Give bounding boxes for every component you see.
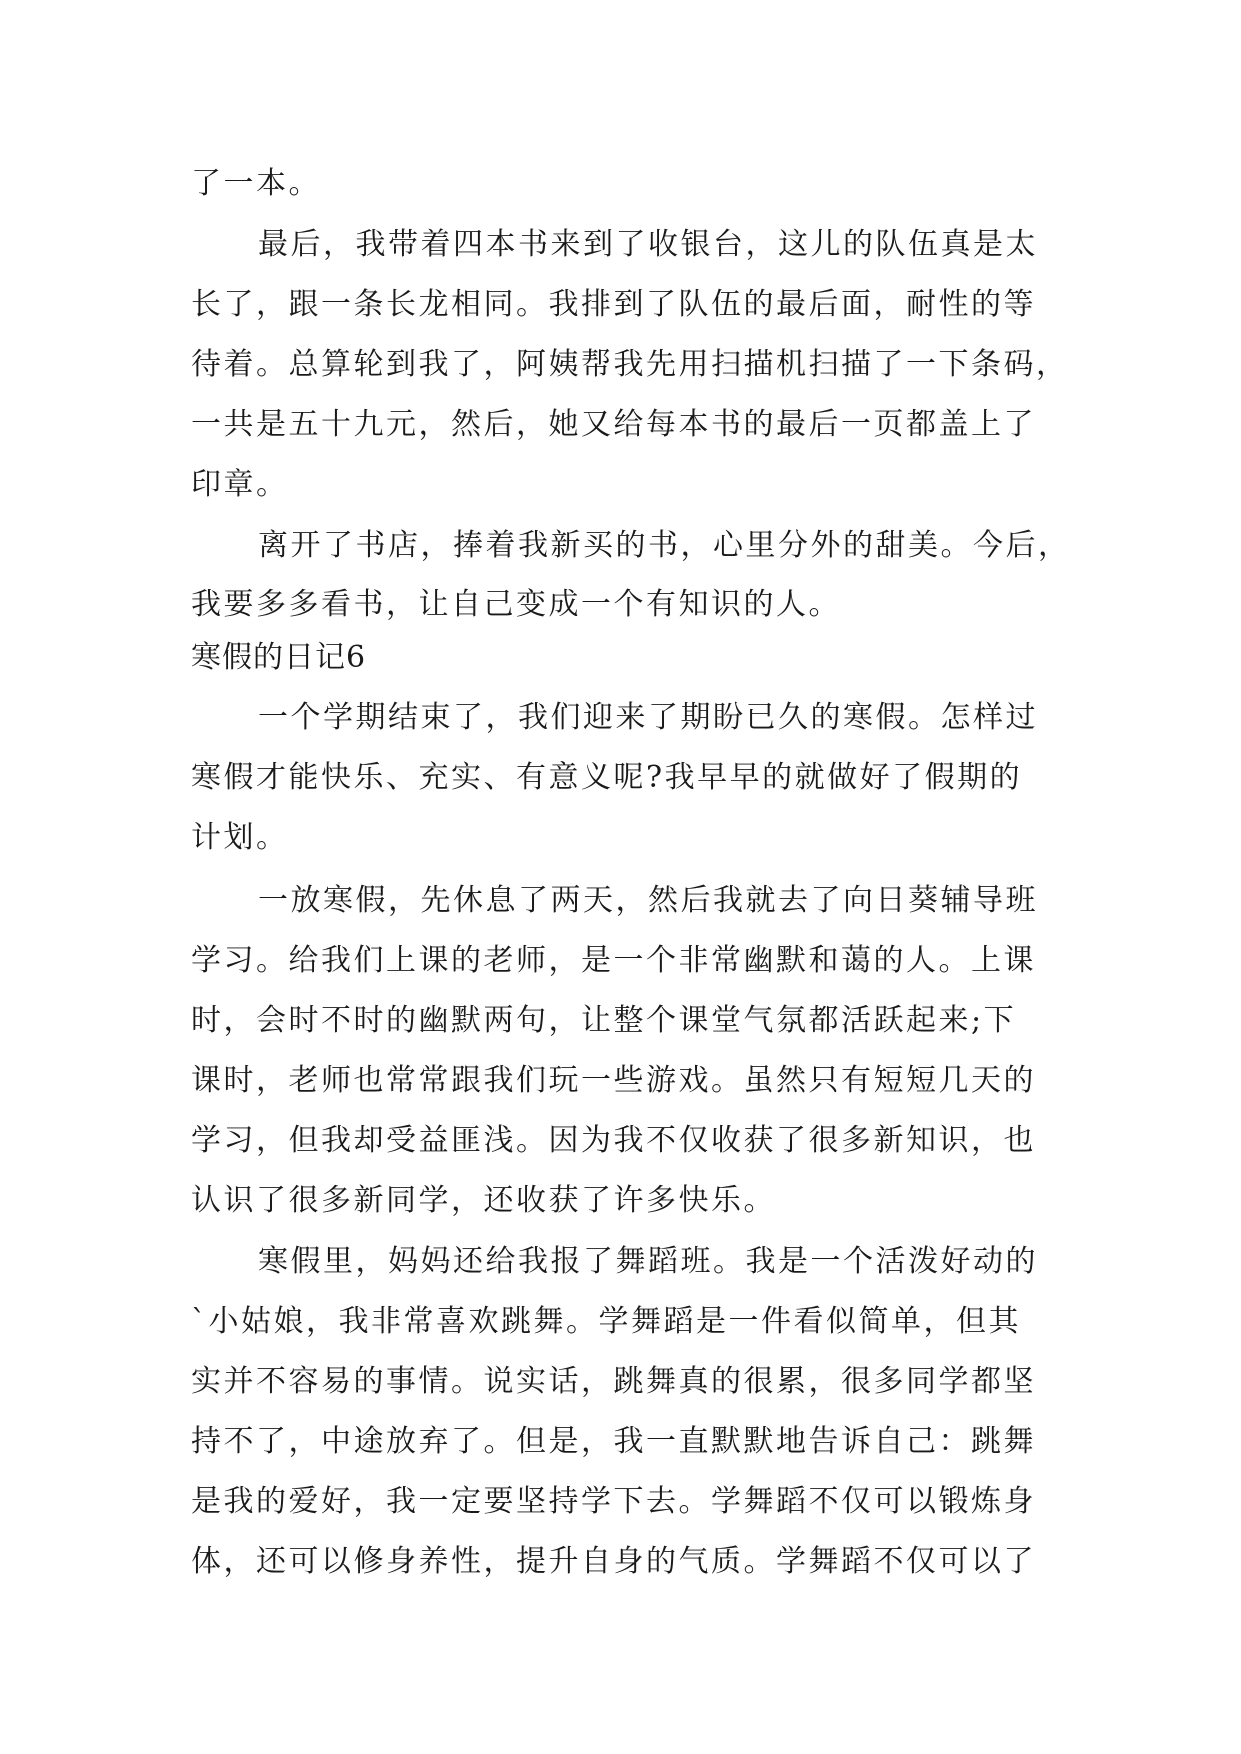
paragraph-line: 最后，我带着四本书来到了收银台，这儿的队伍真是太 [258, 227, 1038, 262]
paragraph-line: 一共是五十九元，然后，她又给每本书的最后一页都盖上了 [191, 407, 1036, 442]
section-title: 寒假的日记6 [191, 640, 367, 675]
paragraph-line: `小姑娘，我非常喜欢跳舞。学舞蹈是一件看似简单，但其 [191, 1304, 1021, 1339]
paragraph-line: 了一本。 [191, 166, 321, 201]
paragraph-line: 计划。 [191, 820, 289, 855]
paragraph-line: 认识了很多新同学，还收获了许多快乐。 [191, 1183, 776, 1218]
paragraph-line: 印章。 [191, 467, 289, 502]
paragraph-line: 学习，但我却受益匪浅。因为我不仅收获了很多新知识，也 [191, 1123, 1036, 1158]
paragraph-line: 学习。给我们上课的老师，是一个非常幽默和蔼的人。上课 [191, 943, 1036, 978]
paragraph-line: 离开了书店，捧着我新买的书，心里分外的甜美。今后， [258, 528, 1071, 563]
paragraph-line: 一个学期结束了，我们迎来了期盼已久的寒假。怎样过 [258, 700, 1038, 735]
paragraph-line: 一放寒假，先休息了两天，然后我就去了向日葵辅导班 [258, 883, 1038, 918]
paragraph-line: 寒假才能快乐、充实、有意义呢?我早早的就做好了假期的 [191, 760, 1023, 795]
paragraph-line: 体，还可以修身养性，提升自身的气质。学舞蹈不仅可以了 [191, 1544, 1036, 1579]
paragraph-line: 待着。总算轮到我了，阿姨帮我先用扫描机扫描了一下条码， [191, 347, 1069, 382]
paragraph-line: 寒假里，妈妈还给我报了舞蹈班。我是一个活泼好动的 [258, 1244, 1038, 1279]
paragraph-line: 长了，跟一条长龙相同。我排到了队伍的最后面，耐性的等 [191, 287, 1036, 322]
paragraph-line: 时，会时不时的幽默两句，让整个课堂气氛都活跃起来;下 [191, 1003, 1017, 1038]
paragraph-line: 课时，老师也常常跟我们玩一些游戏。虽然只有短短几天的 [191, 1063, 1036, 1098]
paragraph-line: 持不了，中途放弃了。但是，我一直默默地告诉自己：跳舞 [191, 1424, 1036, 1459]
paragraph-line: 我要多多看书，让自己变成一个有知识的人。 [191, 587, 841, 622]
paragraph-line: 是我的爱好，我一定要坚持学下去。学舞蹈不仅可以锻炼身 [191, 1484, 1036, 1519]
paragraph-line: 实并不容易的事情。说实话，跳舞真的很累，很多同学都坚 [191, 1364, 1036, 1399]
